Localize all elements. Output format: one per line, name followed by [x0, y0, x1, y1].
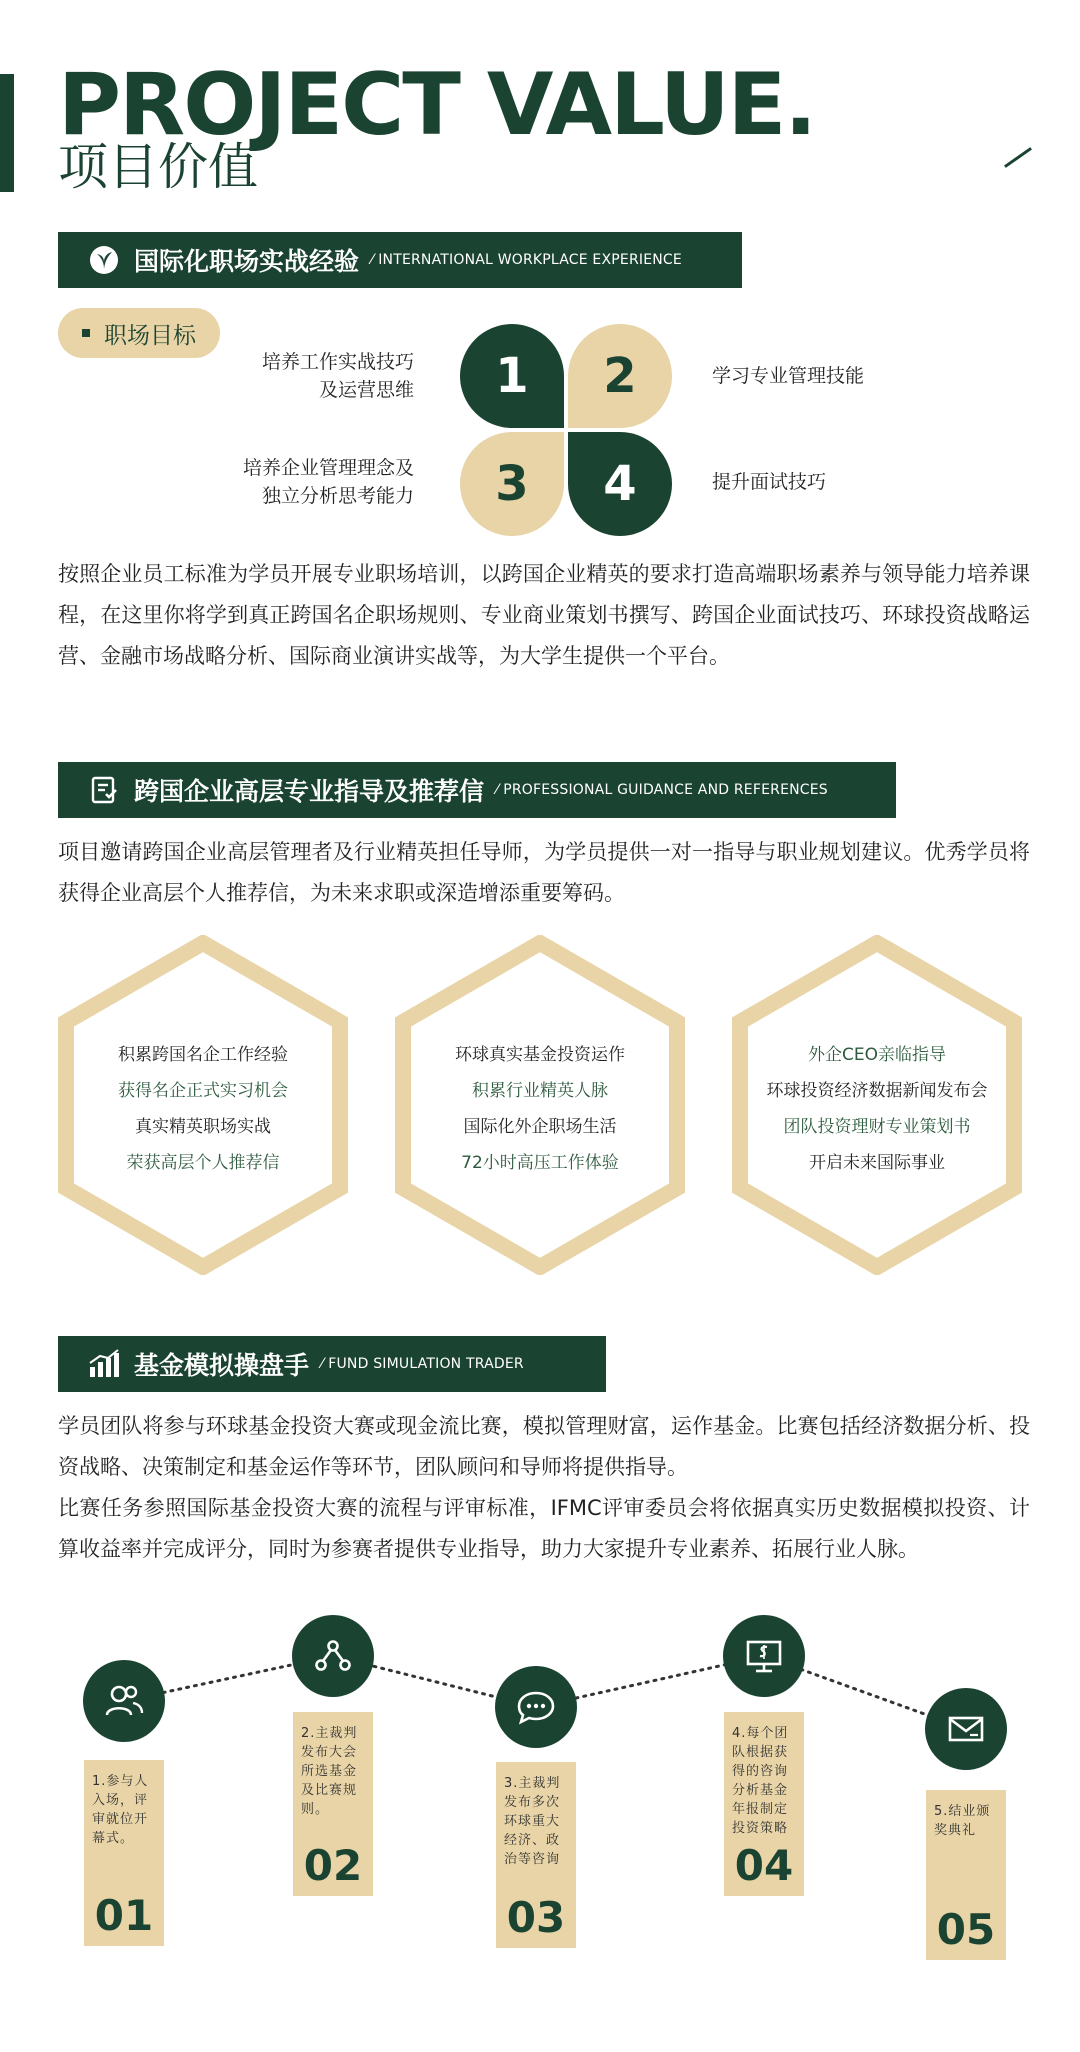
- page-title-cn: 项目价值: [58, 138, 258, 196]
- goal-text-3: [243, 454, 414, 510]
- section-header-workplace: [58, 232, 742, 288]
- hex-line: 荣获高层个人推荐信: [126, 1153, 280, 1173]
- hex-line: 环球真实基金投资运作: [455, 1045, 625, 1065]
- goal-text-4: [712, 468, 826, 496]
- section-header-guidance: [58, 762, 896, 818]
- goal-leaf-4: 4: [568, 432, 672, 536]
- hexagon-card-3: [732, 935, 1022, 1275]
- step-3-text: 3.主裁判发布多次环球重大经济、政治等咨询: [504, 1776, 561, 1867]
- goal-leaf-3: 3: [460, 432, 564, 536]
- people-icon: [102, 1679, 146, 1723]
- document-icon: [88, 774, 120, 806]
- section-title-cn: 跨国企业高层专业指导及推荐信: [134, 777, 485, 806]
- hexagon-card-1: [58, 935, 348, 1275]
- step-3-card: [496, 1762, 576, 1948]
- bullet-square: [82, 329, 90, 337]
- step-4-number: 04: [734, 1841, 794, 1890]
- step-3-node: [495, 1666, 577, 1748]
- workplace-paragraph: [58, 554, 1030, 677]
- hex-line: 国际化外企职场生活: [463, 1117, 617, 1137]
- section-title-en: ⁄ INTERNATIONAL WORKPLACE EXPERIENCE: [371, 252, 682, 268]
- step-2-text: 2.主裁判发布大会所选基金及比赛规则。: [301, 1726, 358, 1817]
- hex-line: 开启未来国际事业: [809, 1153, 945, 1173]
- step-5-card: [926, 1790, 1006, 1960]
- goal-leaf-2: 2: [568, 324, 672, 428]
- step-1-text: 1.参与人入场，评审就位开幕式。: [92, 1774, 149, 1846]
- step-4-text: 4.每个团队根据获得的咨询分析基金年报制定投资策略: [732, 1726, 789, 1836]
- leaf-icon: [88, 244, 120, 276]
- step-5-node: [925, 1688, 1007, 1770]
- step-1-number: 01: [94, 1891, 154, 1940]
- guidance-paragraph: [58, 832, 1030, 914]
- goal-text-1-line-1: 培养工作实战技巧: [261, 351, 414, 373]
- step-2-number: 02: [303, 1841, 363, 1890]
- goals-clover: [460, 324, 672, 536]
- section-title-en: ⁄ FUND SIMULATION TRADER: [321, 1356, 524, 1372]
- bar-chart-icon: [88, 1348, 120, 1380]
- step-5-number: 05: [936, 1905, 996, 1954]
- step-1-card: [84, 1760, 164, 1946]
- fund-timeline: [0, 1600, 1080, 1960]
- step-1-node: [83, 1660, 165, 1742]
- hex-line: 积累行业精英人脉: [472, 1081, 608, 1101]
- step-2-node: [292, 1615, 374, 1697]
- goal-text-1: [262, 348, 414, 404]
- hex-line: 团队投资理财专业策划书: [783, 1117, 971, 1137]
- goal-text-1-line-2: 及运营思维: [318, 379, 414, 401]
- hex-line: 获得名企正式实习机会: [118, 1081, 288, 1101]
- pill-label: 职场目标: [104, 322, 196, 349]
- section-title-cn: 国际化职场实战经验: [134, 247, 360, 276]
- hex-line: 环球投资经济数据新闻发布会: [766, 1081, 988, 1101]
- section-title-en: ⁄ PROFESSIONAL GUIDANCE AND REFERENCES: [496, 782, 828, 798]
- goal-text-3-line-1: 培养企业管理理念及: [242, 457, 414, 479]
- title-accent-bar: [0, 74, 14, 192]
- hex-line: 积累跨国名企工作经验: [118, 1045, 288, 1065]
- goal-text-3-line-2: 独立分析思考能力: [261, 485, 414, 507]
- guidance-paragraph-text: 项目邀请跨国企业高层管理者及行业精英担任导师，为学员提供一对一指导与职业规划建议。优秀学员将获得企业高层个人推荐信，为未来求职或深造增添重要筹码。: [58, 840, 1030, 905]
- section-title-cn: 基金模拟操盘手: [134, 1351, 310, 1380]
- workplace-paragraph-text: 按照企业员工标准为学员开展专业职场培训，以跨国企业精英的要求打造高端职场素养与领导能力培养课程，在这里你将学到真正跨国名企职场规则、专业商业策划书撰写、跨国企业面试技巧、环球投资战略运营、金融市场战略分析、国际商业演讲实战等，为大学生提供一个平台。: [58, 562, 1030, 668]
- goal-text-2-line-1: 学习专业管理技能: [712, 365, 865, 387]
- mail-icon: [944, 1707, 988, 1751]
- fund-paragraph-2: 比赛任务参照国际基金投资大赛的流程与评审标准，IFMC评审委员会将依据真实历史数据模拟投资、计算收益率并完成评分，同时为参赛者提供专业指导，助力大家提升专业素养、拓展行业人脉。: [58, 1496, 1030, 1561]
- decorative-slash: [1004, 147, 1032, 168]
- hex-line: 72小时高压工作体验: [461, 1153, 619, 1173]
- fund-paragraph-1: 学员团队将参与环球基金投资大赛或现金流比赛，模拟管理财富，运作基金。比赛包括经济数据分析、投资战略、决策制定和基金运作等环节，团队顾问和导师将提供指导。: [58, 1414, 1030, 1479]
- step-4-card: [724, 1712, 804, 1896]
- fund-paragraph: [58, 1406, 1030, 1570]
- step-3-number: 03: [506, 1893, 566, 1942]
- page-title-en: PROJECT VALUE.: [58, 55, 816, 155]
- hexagon-card-2: [395, 935, 685, 1275]
- goal-text-4-line-1: 提升面试技巧: [712, 471, 827, 493]
- goal-leaf-1: 1: [460, 324, 564, 428]
- network-icon: [311, 1634, 355, 1678]
- section-header-fund: [58, 1336, 606, 1392]
- presentation-icon: [742, 1634, 786, 1678]
- goal-text-2: [712, 362, 864, 390]
- step-5-text: 5.结业颁奖典礼: [934, 1804, 991, 1838]
- chat-icon: [514, 1685, 558, 1729]
- workplace-goal-pill: [58, 308, 220, 358]
- hex-line: 真实精英职场实战: [135, 1117, 271, 1137]
- hex-line: 外企CEO亲临指导: [808, 1045, 946, 1065]
- step-2-card: [293, 1712, 373, 1896]
- step-4-node: [723, 1615, 805, 1697]
